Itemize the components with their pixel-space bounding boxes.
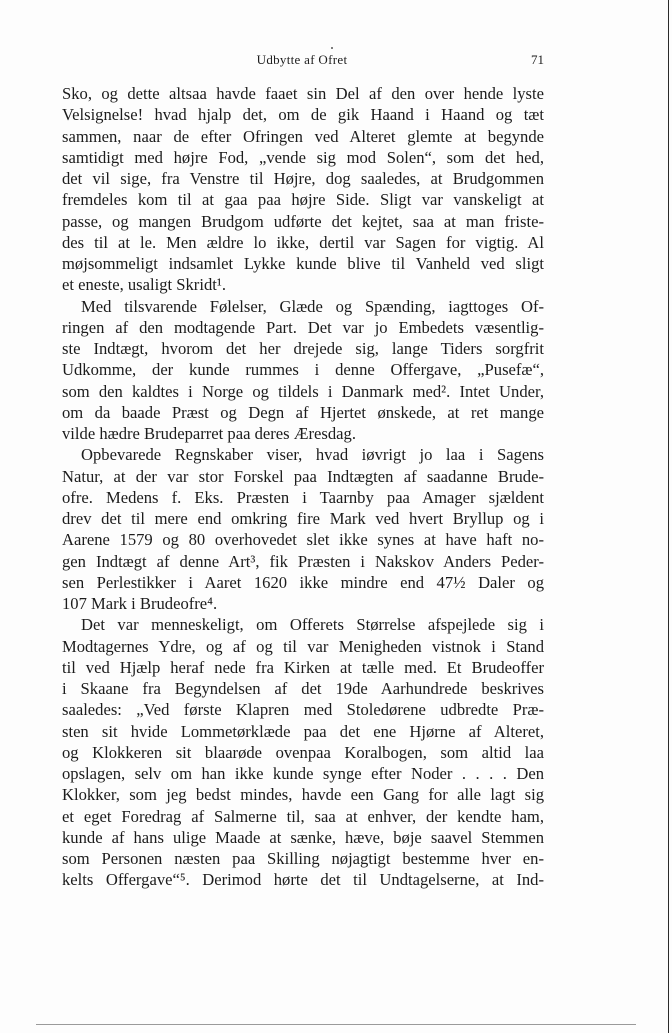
text-line: Sko, og dette altsaa havde faaet sin Del af den over hende lyste	[62, 84, 544, 103]
text-line: des til at le. Men ældre lo ikke, dertil var Sagen for vigtig. Al	[62, 232, 544, 252]
text-line: et eneste, usaligt Skridt¹.	[62, 275, 226, 295]
body-text	[62, 83, 544, 891]
text-line: sammen, naar de efter Ofringen ved Alteret glemte at begynde	[62, 126, 544, 146]
text-line: det vil sige, fra Venstre til Højre, dog saaledes, at Brudgommen	[62, 169, 544, 188]
text-line: som Personen næsten paa Skilling nøjagtigt bestemme hver en-	[62, 849, 544, 868]
text-line: samtidigt med højre Fod, „vende sig mod Solen“, som det hed,	[62, 147, 544, 167]
text-line: Med tilsvarende Følelser, Glæde og Spænding, iagttoges Of-	[81, 296, 544, 316]
text-line: Natur, at der var stor Forskel paa Indtægten af saadanne Brude-	[62, 466, 544, 486]
text-line: om da baade Præst og Degn af Hjertet ønskede, at ret mange	[62, 402, 544, 422]
text-line: i Skaane fra Begyndelsen af det 19de Aarhundrede beskrives	[62, 679, 544, 698]
text-line: vilde hædre Brudeparret paa deres Æresdag.	[62, 424, 356, 443]
text-line: ringen af den modtagende Part. Det var jo Embedets væsentlig-	[62, 317, 544, 337]
text-line: 107 Mark i Brudeofre⁴.	[62, 594, 218, 613]
text-line: sten sit hvide Lommetørklæde paa det ene Hjørne af Alteret,	[62, 721, 544, 741]
text-line: Udkomme, der kunde rummes i denne Offergave, „Pusefæ“,	[62, 360, 544, 380]
text-line: passe, og mangen Brudgom udførte det kejtet, saa at man friste-	[62, 211, 544, 231]
text-line: Aarene 1579 og 80 overhovedet slet ikke synes at have haft no-	[62, 530, 544, 550]
text-line: saaledes: „Ved første Klapren med Stoledørene udbredte Præ-	[62, 700, 544, 720]
text-line: kelts Offergave“⁵. Derimod hørte det til Undtagelserne, at Ind-	[62, 870, 544, 890]
scan-bottom-rule	[36, 1024, 636, 1025]
page-header	[60, 52, 544, 72]
text-line: et eget Foredrag af Salmerne til, saa at enhver, der kendte ham,	[62, 806, 544, 826]
text-line: Klokker, som jeg bedst mindes, havde een Gang for alle lagt sig	[62, 785, 544, 805]
page-number: 71	[531, 52, 544, 67]
text-line: ofre. Medens f. Eks. Præsten i Taarnby paa Amager sjældent	[62, 487, 544, 507]
text-line: opslagen, selv om han ikke kunde synge efter Noder . . . . Den	[62, 764, 544, 783]
page-edge-line	[668, 0, 669, 1033]
text-line: som den kaldtes i Norge og tildels i Danmark med². Intet Under,	[62, 381, 544, 401]
scan-speck	[331, 47, 333, 49]
text-line: Modtagernes Ydre, og af og til var Menigheden vistnok i Stand	[62, 636, 544, 656]
text-line: og Klokkeren sit blaarøde ovenpaa Koralbogen, som altid laa	[62, 742, 544, 762]
running-head: Udbytte af Ofret	[256, 52, 348, 67]
text-line: møjsommeligt indsamlet Lykke kunde blive til Vanheld ved sligt	[62, 254, 544, 273]
text-line: drev det til mere end omkring fire Mark ved hvert Bryllup og i	[62, 509, 544, 528]
text-line: Velsignelse! hvad hjalp det, om de gik Haand i Haand og tæt	[62, 105, 544, 125]
text-line: Opbevarede Regnskaber viser, hvad iøvrigt jo laa i Sagens	[81, 445, 544, 465]
text-line: ste Indtægt, hvorom det her drejede sig, lange Tiders sorgfrit	[62, 339, 544, 358]
text-line: til ved Hjælp heraf nede fra Kirken at tælle med. Et Brudeoffer	[62, 657, 544, 677]
text-line: sen Perlestikker i Aaret 1620 ikke mindre end 47½ Daler og	[62, 572, 544, 592]
text-line: gen Indtægt af denne Art³, fik Præsten i Nakskov Anders Peder-	[62, 551, 544, 571]
text-line: fremdeles kom til at gaa paa højre Side. Sligt var vanskeligt at	[62, 190, 544, 210]
text-line: kunde af hans ulige Maade at sænke, hæve, bøje saavel Stemmen	[62, 827, 544, 847]
text-line: Det var menneskeligt, om Offerets Størrelse afspejlede sig i	[81, 615, 544, 635]
